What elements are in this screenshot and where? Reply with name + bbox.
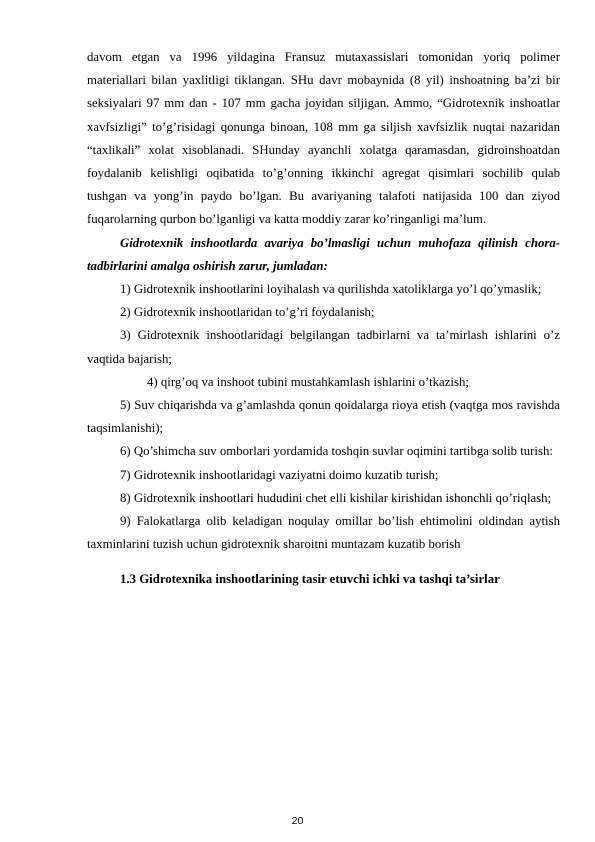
- list-item-5: 5) Suv chiqarishda va g’amlashda qonun qoidalarga rioya etish (vaqtga mos ravishda taqsimlanishi);: [87, 398, 560, 436]
- list-item-4: 4) qirg’oq va inshoot tubini mustahkamlash ishlarini o’tkazish;: [147, 374, 469, 389]
- list-item-2: 2) Gidrotexnik inshootlaridan to’g’ri foydalanish;: [120, 305, 375, 320]
- list-item-7: 7) Gidrotexnik inshootlaridagi vaziyatni doimo kuzatib turish;: [120, 467, 439, 482]
- list-item-9: 9) Falokatlarga olib keladigan noqulay omillar bo’lish ehtimolini oldindan aytish taxminlarini tuzish uchun gidrotexnik sharoitni muntazam kuzatib borish: [87, 514, 560, 552]
- list-item-6: 6) Qo’shimcha suv omborlari yordamida toshqin suvlar oqimini tartibga solib turish:: [120, 444, 553, 459]
- section-heading: 1.3 Gidrotexnika inshootlarining tasir etuvchi ichki va tashqi ta’sirlar: [120, 572, 500, 587]
- list-item-8: 8) Gidrotexnik inshootlari hududini chet elli kishilar kirishidan ishonchli qo’riqlash;: [120, 490, 552, 505]
- body-paragraph: davom etgan va 1996 yildagina Fransuz mutaxassislari tomonidan yoriq polimer materiallari bilan yaxlitligi tiklangan. SHu davr mobaynida (8 yil) inshoatning ba’zi bir seksiyalari 97 mm dan - 107 mm gacha joyidan siljigan. Ammo, “Gidrotexnik inshoatlar xavfsizligi” to’g’risidagi qonunga binoan, 108 mm ga siljish xavfsizlik nuqtai nazaridan “taxlikali” xolat xisoblanadi. SHunday ayanchli xolatga qaramasdan, gidroinshoatdan foydalanib kelishligi oqibatida to’g’onning ikkinchi agregat qisimlari sochilib qulab tushgan va yong’in paydo bo’lgan. Bu avariyaning talafoti natijasida 100 dan ziyod fuqarolarning qurbon bo’lganligi va katta moddiy zarar ko’ringanligi ma’lum.: [87, 50, 560, 227]
- document-page: [87, 46, 560, 592]
- list-item-1: 1) Gidrotexnik inshootlarini loyihalash va qurilishda xatoliklarga yo’l qo’ymaslik;: [120, 282, 542, 297]
- measures-intro: Gidrotexnik inshootlarda avariya bo’lmasligi uchun muhofaza qilinish chora-tadbirlarini amalga oshirish zarur, jumladan:: [87, 235, 560, 273]
- list-item-3: 3) Gidrotexnik inshootlaridagi belgilangan tadbirlarni va ta’mirlash ishlarini o’z vaqtida bajarish;: [87, 328, 560, 366]
- page-number: 20: [291, 815, 304, 827]
